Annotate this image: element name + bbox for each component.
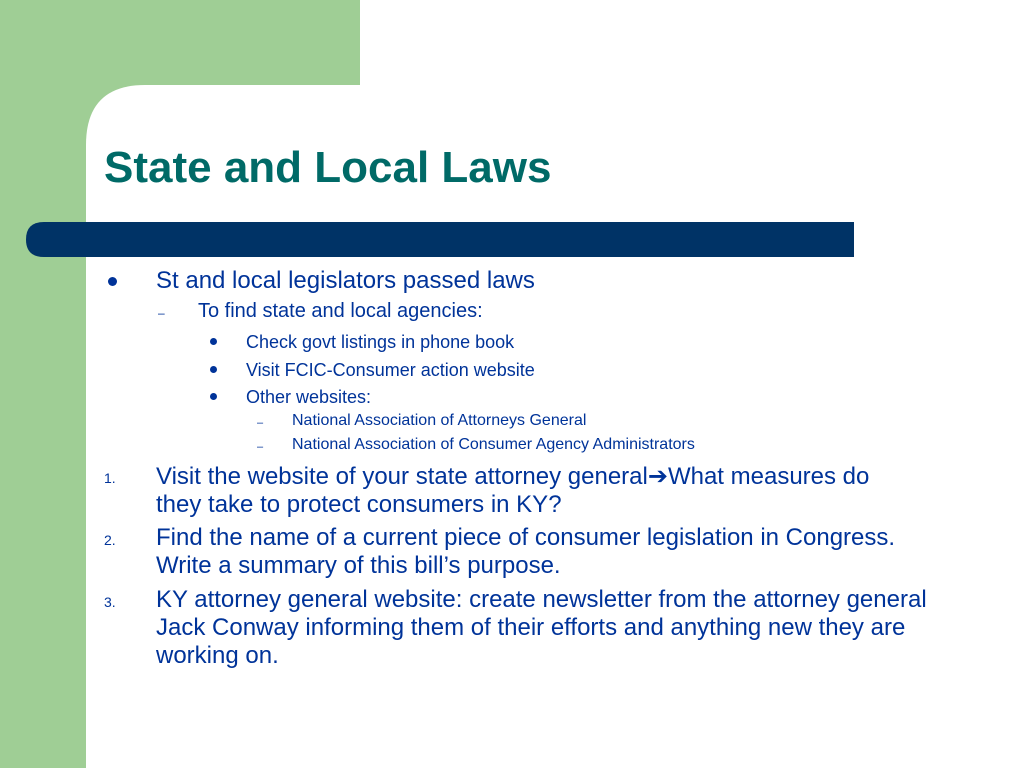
bullet-dot — [210, 393, 217, 400]
numbered-item-text: What measures do they take to protect consumers in KY? — [156, 463, 870, 518]
list-item: National Association of Consumer Agency Administrators — [292, 436, 695, 453]
numbered-item: KY attorney general website: create newsletter from the attorney general Jack Conway informing them of their efforts and anything new they are working on. — [156, 586, 927, 669]
numbered-item-text: Visit the website of your state attorney general — [156, 463, 648, 490]
page-title: State and Local Laws — [104, 143, 552, 192]
list-number: 2. — [104, 532, 116, 548]
bullet-dot — [210, 366, 217, 373]
list-item: Visit FCIC-Consumer action website — [246, 360, 535, 380]
arrow-right-icon: ➔ — [647, 462, 668, 490]
list-item: Other websites: — [246, 387, 372, 407]
list-item: National Association of Attorneys General — [292, 412, 587, 429]
bullet-item: St and local legislators passed laws — [156, 267, 535, 294]
dash-marker: – — [158, 306, 165, 320]
list-number: 1. — [104, 470, 116, 486]
dash-marker: – — [257, 441, 264, 453]
numbered-item: Find the name of a current piece of consumer legislation in Congress. Write a summary of this bill’s purpose. — [156, 524, 896, 579]
sub-bullet-item: To find state and local agencies: — [198, 300, 483, 322]
bullet-dot — [210, 338, 217, 345]
list-item: Check govt listings in phone book — [246, 332, 515, 352]
dash-marker: – — [257, 417, 264, 429]
numbered-item — [156, 462, 916, 519]
bullet-dot — [108, 277, 117, 286]
list-number: 3. — [104, 594, 116, 610]
